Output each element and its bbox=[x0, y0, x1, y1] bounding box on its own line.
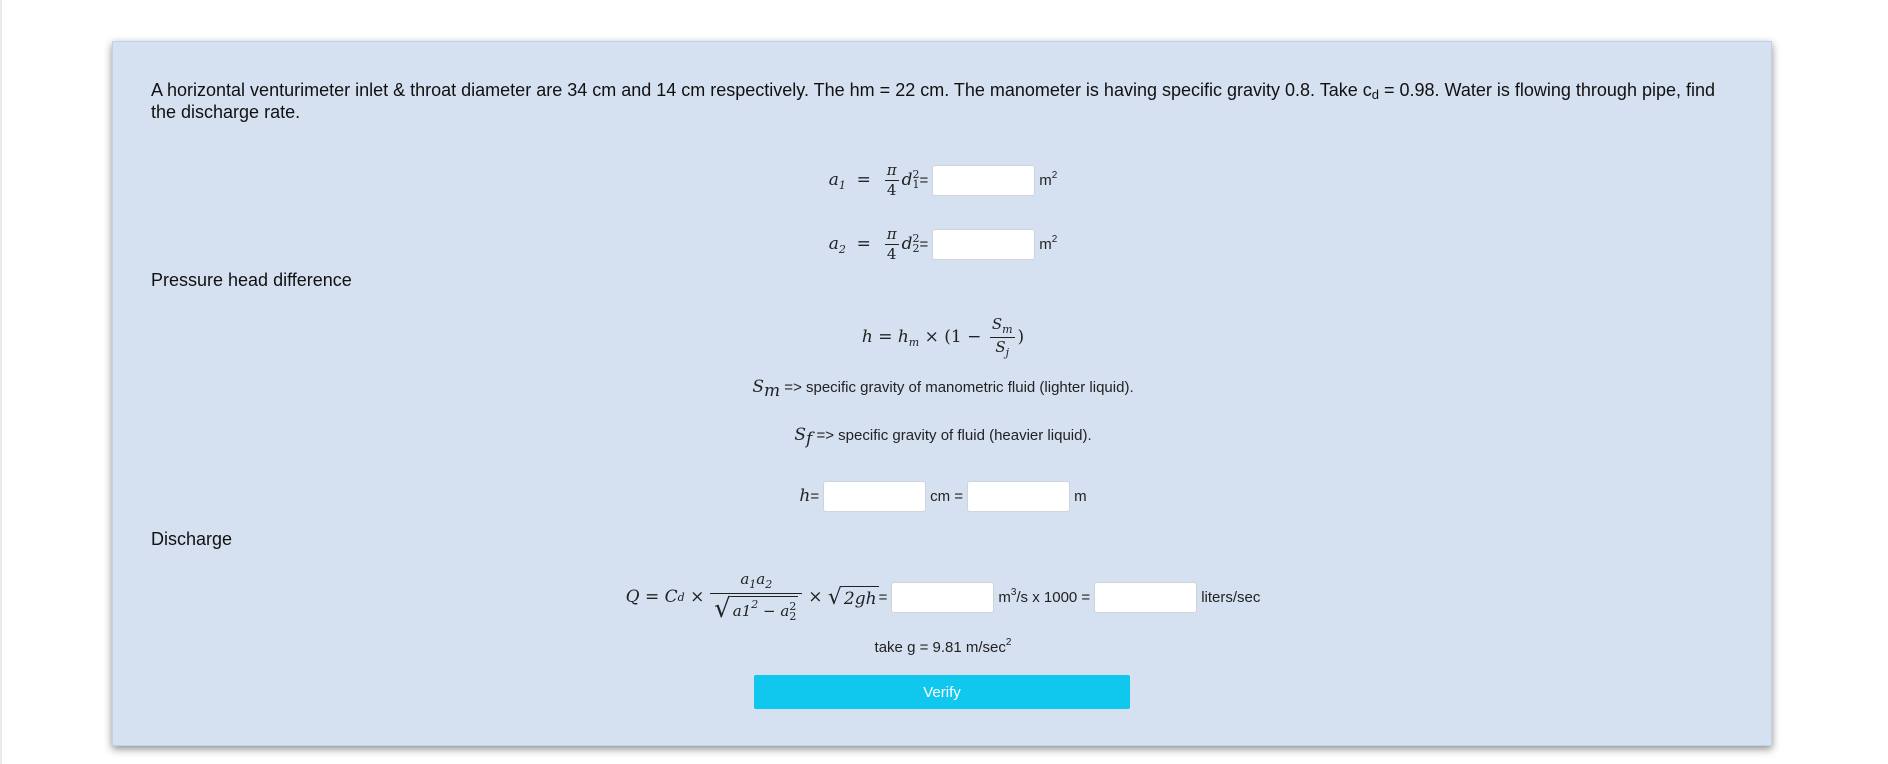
discharge-lps-unit: liters/sec bbox=[1201, 588, 1261, 606]
h-cm-unit: cm = bbox=[930, 487, 964, 505]
h-equals: = bbox=[810, 487, 820, 505]
area1-formula: $a_1$ = $\frac{\pi}{4}$ d 2 1 bbox=[828, 160, 920, 199]
question-part2: = 0.98. Water is flowing through pipe, find the discharge rate. bbox=[151, 80, 1716, 122]
area1-row bbox=[113, 160, 1773, 200]
pressure-section-title: Pressure head difference bbox=[151, 270, 352, 290]
h-row bbox=[113, 476, 1773, 516]
gravity-note: take g = 9.81 $m/\sec^2$ bbox=[874, 636, 1012, 656]
discharge-m3s-input[interactable] bbox=[891, 582, 994, 613]
def-sm: Sm => specific gravity of manometric fluid (lighter liquid). bbox=[752, 377, 1134, 401]
area2-equals: = bbox=[919, 235, 929, 253]
area1-input[interactable] bbox=[932, 165, 1035, 196]
question-sub: d bbox=[1371, 87, 1379, 102]
def-sf-row bbox=[113, 422, 1773, 452]
discharge-equals: = bbox=[878, 588, 888, 606]
def-sf: Sf => specific gravity of fluid (heavier liquid). bbox=[794, 425, 1092, 449]
question-part1: A horizontal venturimeter inlet & throat diameter are 34 cm and 14 cm respectively. The hm = 22 cm. The manometer is having specific gravity 0.8. Take c bbox=[151, 80, 1372, 100]
area1-unit: $m^2$ bbox=[1039, 169, 1058, 189]
h-symbol: h bbox=[799, 486, 811, 506]
discharge-section-title: Discharge bbox=[151, 529, 233, 549]
question-text bbox=[151, 79, 1741, 123]
problem-card bbox=[112, 41, 1772, 746]
discharge-lps-input[interactable] bbox=[1094, 582, 1197, 613]
def-sm-row bbox=[113, 374, 1773, 404]
area2-formula: $a_2$ = $\frac{\pi}{4}$ d 2 2 bbox=[828, 224, 920, 263]
h-cm-input[interactable] bbox=[823, 481, 926, 512]
area2-unit: $m^2$ bbox=[1039, 233, 1058, 253]
area1-equals: = bbox=[919, 171, 929, 189]
gravity-note-row bbox=[113, 632, 1773, 662]
discharge-formula: Q = C d × $a_1a_2$ √ $a1^2 - a$ 2 2 × √ 2gh bbox=[625, 570, 877, 624]
pressure-formula-row bbox=[113, 312, 1773, 362]
pressure-formula: $h = h_m \times (1$ − $\frac{S_m}{S_j}$ ) bbox=[861, 314, 1025, 359]
area2-input[interactable] bbox=[932, 229, 1035, 260]
page-left-border bbox=[0, 0, 2, 764]
discharge-row bbox=[113, 562, 1773, 632]
discharge-m3s-unit: $m^3/s$ x 1000 = bbox=[998, 586, 1091, 606]
h-m-unit: m bbox=[1074, 487, 1087, 505]
h-m-input[interactable] bbox=[967, 481, 1070, 512]
area2-row bbox=[113, 224, 1773, 264]
verify-button[interactable]: Verify bbox=[754, 675, 1130, 709]
